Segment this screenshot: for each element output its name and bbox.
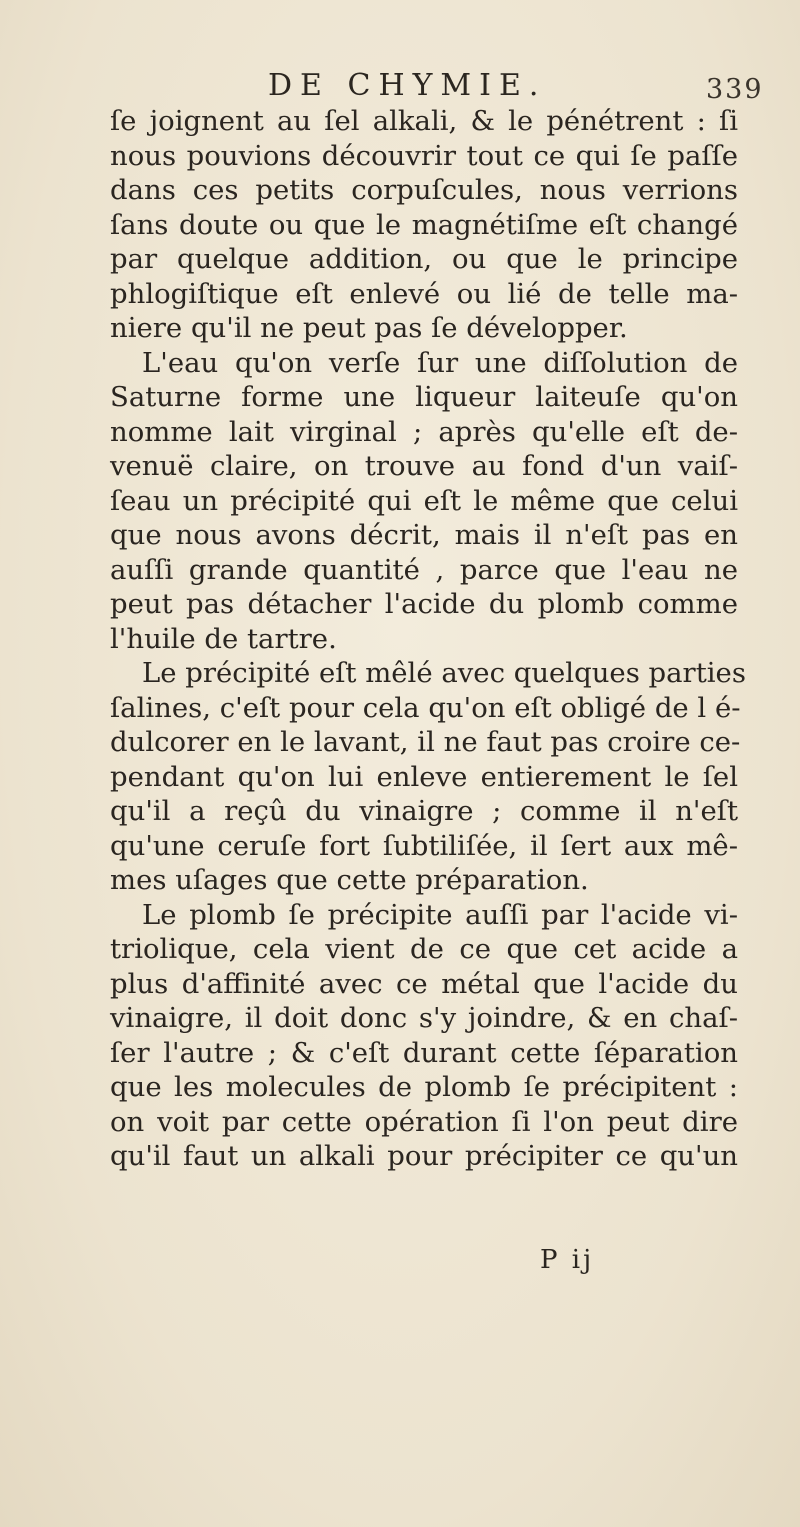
- text-line: qu'il a reçû du vinaigre ; comme il n'eſt: [110, 795, 738, 827]
- text-line: nomme lait virginal ; après qu'elle eſt de-: [110, 415, 738, 448]
- text-line: ſer l'autre ; & c'eſt durant cette ſéparation: [110, 1036, 738, 1069]
- text-line: dulcorer en le lavant, il ne faut pas croire ce-: [110, 726, 741, 758]
- text-line: mes uſages que cette préparation.: [110, 864, 589, 896]
- text-line: ſeau un précipité qui eſt le même que celui: [110, 484, 738, 517]
- text-line: dans ces petits corpuſcules, nous verrions: [110, 174, 738, 206]
- text-line: peut pas détacher l'acide du plomb comme: [110, 588, 738, 620]
- text-line: ſe joignent au ſel alkali, & le pénétrent : ſi: [110, 105, 738, 137]
- text-line: pendant qu'on lui enleve entierement le ſel: [110, 760, 738, 793]
- text-line: que les molecules de plomb ſe précipitent :: [110, 1071, 738, 1103]
- text-line: nous pouvions découvrir tout ce qui ſe paſſe: [110, 139, 738, 172]
- paragraph-start: Le plomb ſe précipite auſſi par l'acide vi-: [142, 898, 738, 931]
- text-line: qu'une ceruſe fort ſubtiliſée, il ſert aux mê-: [110, 829, 738, 862]
- text-line: triolique, cela vient de ce que cet acide a: [110, 933, 738, 965]
- paragraph-start: L'eau qu'on verſe ſur une diſſolution de: [142, 346, 738, 379]
- text-line: ſans doute ou que le magnétiſme eſt changé: [110, 208, 738, 241]
- text-line: phlogiſtique eſt enlevé ou lié de telle ma-: [110, 277, 738, 310]
- text-line: vinaigre, il doit donc s'y joindre, & en chaſ-: [110, 1002, 738, 1034]
- text-line: Saturne forme une liqueur laiteuſe qu'on: [110, 381, 738, 413]
- text-line: plus d'affinité avec ce métal que l'acide du: [110, 967, 738, 1000]
- page-header: [0, 62, 800, 105]
- text-line: que nous avons décrit, mais il n'eſt pas en: [110, 519, 738, 551]
- text-line: par quelque addition, ou que le principe: [110, 243, 738, 275]
- text-line: niere qu'il ne peut pas ſe développer.: [110, 312, 628, 344]
- text-line: l'huile de tartre.: [110, 622, 337, 655]
- text-line: venuë claire, on trouve au fond d'un vaiſ-: [110, 450, 738, 482]
- paragraph-start: Le précipité eſt mêlé avec quelques parties: [142, 657, 746, 689]
- running-title: DE CHYMIE.: [268, 68, 547, 103]
- page-number: 339: [706, 74, 764, 105]
- text-line: auſſi grande quantité , parce que l'eau ne: [110, 553, 738, 586]
- text-line: qu'il faut un alkali pour précipiter ce qu'un: [110, 1140, 738, 1172]
- text-line: on voit par cette opération ſi l'on peut dire: [110, 1105, 738, 1138]
- signature-mark: P ij: [540, 1245, 595, 1275]
- text-line: ſalines, c'eſt pour cela qu'on eſt obligé de l é-: [110, 691, 741, 724]
- body-text: [110, 104, 746, 1174]
